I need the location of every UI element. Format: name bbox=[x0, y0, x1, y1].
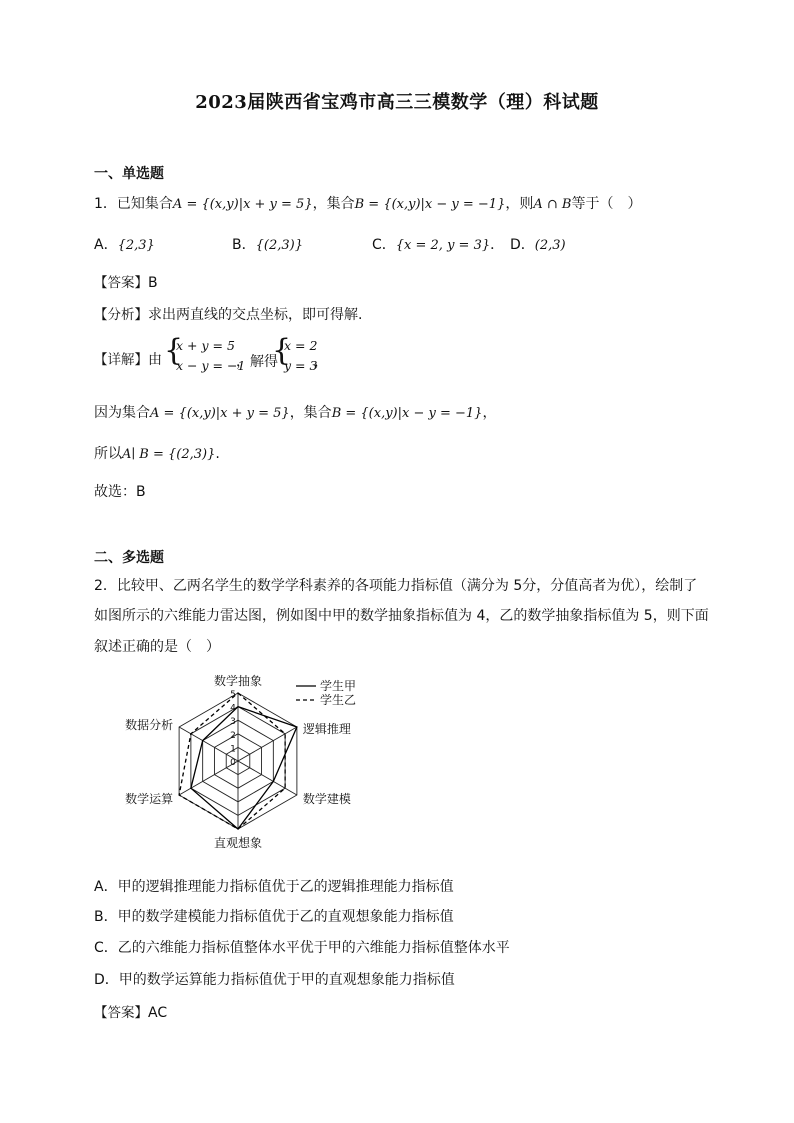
question-1-stem bbox=[94, 193, 641, 213]
legend-label-2: 学生乙 bbox=[320, 693, 357, 707]
q1-detail-tag-line bbox=[94, 348, 162, 369]
q1-stem-suffix: 等于（ ） bbox=[571, 196, 642, 212]
q1-stem-mid2: ，则 bbox=[505, 196, 534, 212]
q1-option-d bbox=[510, 234, 566, 254]
q1-option-b-label: B． bbox=[232, 237, 256, 253]
q1-detail-comma: ， bbox=[314, 354, 328, 370]
q1-answer-value: B bbox=[148, 275, 158, 291]
q1-system2-line1: x = 2 bbox=[284, 338, 318, 353]
q1-system1-brace: { bbox=[164, 333, 184, 368]
radar-ticks bbox=[230, 690, 236, 768]
q1-system1-line2: x − y = −1 bbox=[176, 358, 246, 373]
q1-option-b bbox=[232, 234, 303, 254]
section-heading-single-choice: 一、单选题 bbox=[94, 166, 164, 182]
q1-analysis-text: 求出两直线的交点坐标，即可得解. bbox=[148, 307, 363, 323]
q1-option-c-value: {x = 2, y = 3} bbox=[395, 238, 491, 253]
q1-option-b-value: {(2,3)} bbox=[255, 238, 303, 253]
q1-because-end: ， bbox=[482, 405, 497, 421]
q1-option-a-value: {2,3} bbox=[117, 238, 155, 253]
q2-option-c: C．乙的六维能力指标值整体水平优于甲的六维能力指标值整体水平 bbox=[94, 940, 510, 956]
q1-system2-line2: y = 3 bbox=[284, 358, 318, 373]
q1-so-prefix: 所以 bbox=[94, 446, 122, 462]
q2-answer-value: AC bbox=[148, 1005, 168, 1021]
page-title: 2023届陕西省宝鸡市高三三模数学（理）科试题 bbox=[195, 92, 599, 113]
q1-option-d-value: (2,3) bbox=[534, 238, 566, 253]
answer-tag: 【答案】 bbox=[94, 1005, 148, 1021]
radar-tick-label: 4 bbox=[230, 703, 236, 714]
radar-axis-label: 逻辑推理 bbox=[302, 722, 351, 736]
q1-answer bbox=[94, 271, 158, 291]
q1-so-end: . bbox=[215, 446, 220, 462]
q1-option-c-label: C． bbox=[372, 237, 396, 253]
q1-because-set-b: B = {(x,y)|x − y = −1} bbox=[331, 406, 483, 421]
radar-axis-label: 数学运算 bbox=[125, 792, 174, 806]
q1-a-cap-b: A ∩ B bbox=[533, 197, 572, 212]
q1-set-b: B = {(x,y)|x − y = −1} bbox=[354, 197, 506, 212]
q2-stem-line2: 如图所示的六维能力雷达图，例如图中甲的数学抽象指标值为 4，乙的数学抽象指标值为 5，则下面 bbox=[94, 608, 709, 624]
legend-label-1: 学生甲 bbox=[320, 679, 357, 693]
q1-set-a: A = {(x,y)|x + y = 5} bbox=[172, 197, 313, 212]
radar-chart bbox=[110, 672, 370, 850]
q2-option-a: A．甲的逻辑推理能力指标值优于乙的逻辑推理能力指标值 bbox=[94, 879, 454, 895]
q1-option-a bbox=[94, 234, 155, 254]
radar-axis-label: 数学建模 bbox=[302, 792, 351, 806]
q1-system2 bbox=[284, 336, 317, 376]
q1-because-mid: ，集合 bbox=[289, 405, 332, 421]
radar-spoke-1 bbox=[238, 727, 297, 761]
q1-option-a-label: A． bbox=[94, 237, 118, 253]
q1-because-line bbox=[94, 402, 496, 422]
q1-choose: 故选：B bbox=[94, 484, 146, 500]
q2-option-d: D．甲的数学运算能力指标值优于甲的直观想象能力指标值 bbox=[94, 972, 455, 988]
q2-stem-line1: 2．比较甲、乙两名学生的数学学科素养的各项能力指标值（满分为 5分，分值高者为优），绘制了 bbox=[94, 578, 698, 594]
q1-option-c-tail: ． bbox=[490, 237, 505, 253]
radar-axis-label: 数学抽象 bbox=[213, 674, 263, 688]
radar-grid bbox=[179, 693, 297, 829]
q1-analysis bbox=[94, 303, 362, 324]
radar-tick-label: 3 bbox=[230, 717, 236, 728]
q1-so-expr: A∣ B = {(2,3)} bbox=[122, 447, 216, 462]
q1-system1-line1: x + y = 5 bbox=[176, 338, 235, 353]
radar-legend bbox=[296, 678, 356, 707]
radar-axis-label: 数据分析 bbox=[125, 718, 174, 732]
q1-stem-mid: ，集合 bbox=[312, 196, 355, 212]
q1-so-line bbox=[94, 443, 220, 463]
radar-tick-label: 1 bbox=[230, 744, 236, 755]
radar-tick-label: 2 bbox=[230, 730, 236, 741]
analysis-tag: 【分析】 bbox=[94, 307, 148, 323]
q1-detail-solve: ，解得 bbox=[236, 354, 278, 370]
q1-system2-brace: { bbox=[272, 333, 292, 368]
answer-tag: 【答案】 bbox=[94, 275, 148, 291]
q1-option-d-label: D． bbox=[510, 237, 535, 253]
radar-axis-label: 直观想象 bbox=[213, 836, 263, 850]
radar-tick-label: 5 bbox=[230, 690, 236, 700]
section-heading-multi-choice: 二、多选题 bbox=[94, 550, 164, 566]
q2-answer bbox=[94, 1001, 167, 1021]
q2-option-b: B．甲的数学建模能力指标值优于乙的直观想象能力指标值 bbox=[94, 909, 454, 925]
q1-system1 bbox=[176, 336, 245, 376]
q1-stem-prefix: 1．已知集合 bbox=[94, 196, 173, 212]
radar-tick-label: 0 bbox=[230, 758, 236, 768]
detail-tag: 【详解】 bbox=[94, 352, 148, 368]
q1-option-c bbox=[372, 234, 504, 254]
q1-detail-from: 由 bbox=[148, 352, 162, 368]
q1-because-prefix: 因为集合 bbox=[94, 405, 150, 421]
q1-because-set-a: A = {(x,y)|x + y = 5} bbox=[150, 406, 290, 421]
q2-stem-line3: 叙述正确的是（ ） bbox=[94, 639, 220, 655]
